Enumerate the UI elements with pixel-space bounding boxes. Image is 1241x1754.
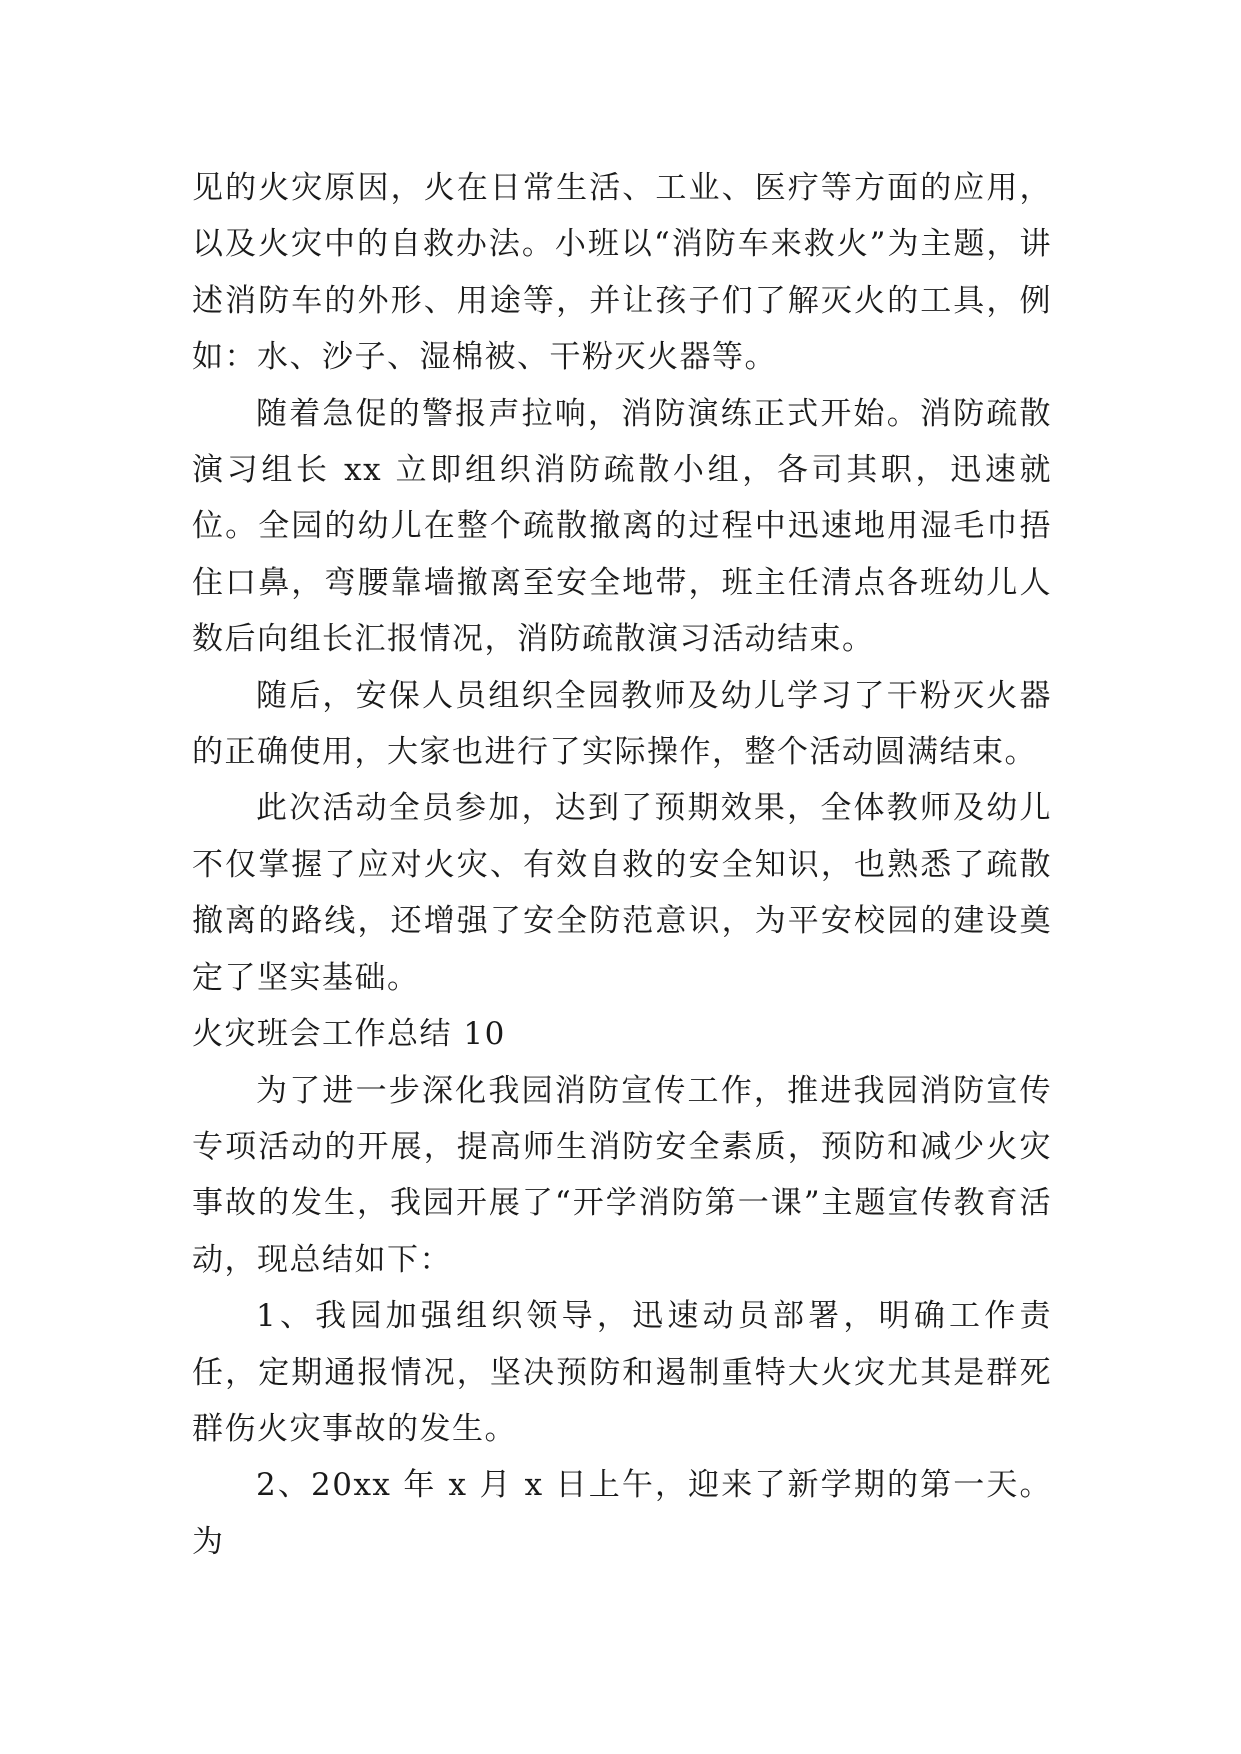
paragraph-extinguisher-training: 随后，安保人员组织全园教师及幼儿学习了干粉灭火器的正确使用，大家也进行了实际操作，整个活动圆满结束。 (192, 677, 1052, 771)
paragraph-item-1: 1、我园加强组织领导，迅速动员部署，明确工作责任，定期通报情况，坚决预防和遏制重特大火灾尤其是群死群伤火灾事故的发生。 (192, 1298, 1052, 1447)
paragraph-activity-results: 此次活动全员参加，达到了预期效果，全体教师及幼儿不仅掌握了应对火灾、有效自救的安全知识，也熟悉了疏散撤离的路线，还增强了安全防范意识，为平安校园的建设奠定了坚实基础。 (192, 790, 1052, 996)
paragraph-fire-causes: 见的火灾原因，火在日常生活、工业、医疗等方面的应用，以及火灾中的自救办法。小班以“消防车来救火”为主题，讲述消防车的外形、用途等，并让孩子们了解灭火的工具，例如：水、沙子、湿棉被、干粉灭火器等。 (192, 170, 1052, 376)
paragraph-item-2: 2、20xx 年 x 月 x 日上午，迎来了新学期的第一天。为 (192, 1467, 1052, 1560)
paragraph-campaign-intro: 为了进一步深化我园消防宣传工作，推进我园消防宣传专项活动的开展，提高师生消防安全素质，预防和减少火灾事故的发生，我园开展了“开学消防第一课”主题宣传教育活动，现总结如下： (192, 1072, 1052, 1278)
paragraph-evacuation-drill: 随着急促的警报声拉响，消防演练正式开始。消防疏散演习组长 xx 立即组织消防疏散小组，各司其职，迅速就位。全园的幼儿在整个疏散撤离的过程中迅速地用湿毛巾捂住口鼻，弯腰靠墙撤离至安全地带，班主任清点各班幼儿人数后向组长汇报情况，消防疏散演习活动结束。 (192, 395, 1052, 658)
document-body (192, 160, 1052, 1570)
section-heading: 火灾班会工作总结 10 (192, 1016, 506, 1053)
